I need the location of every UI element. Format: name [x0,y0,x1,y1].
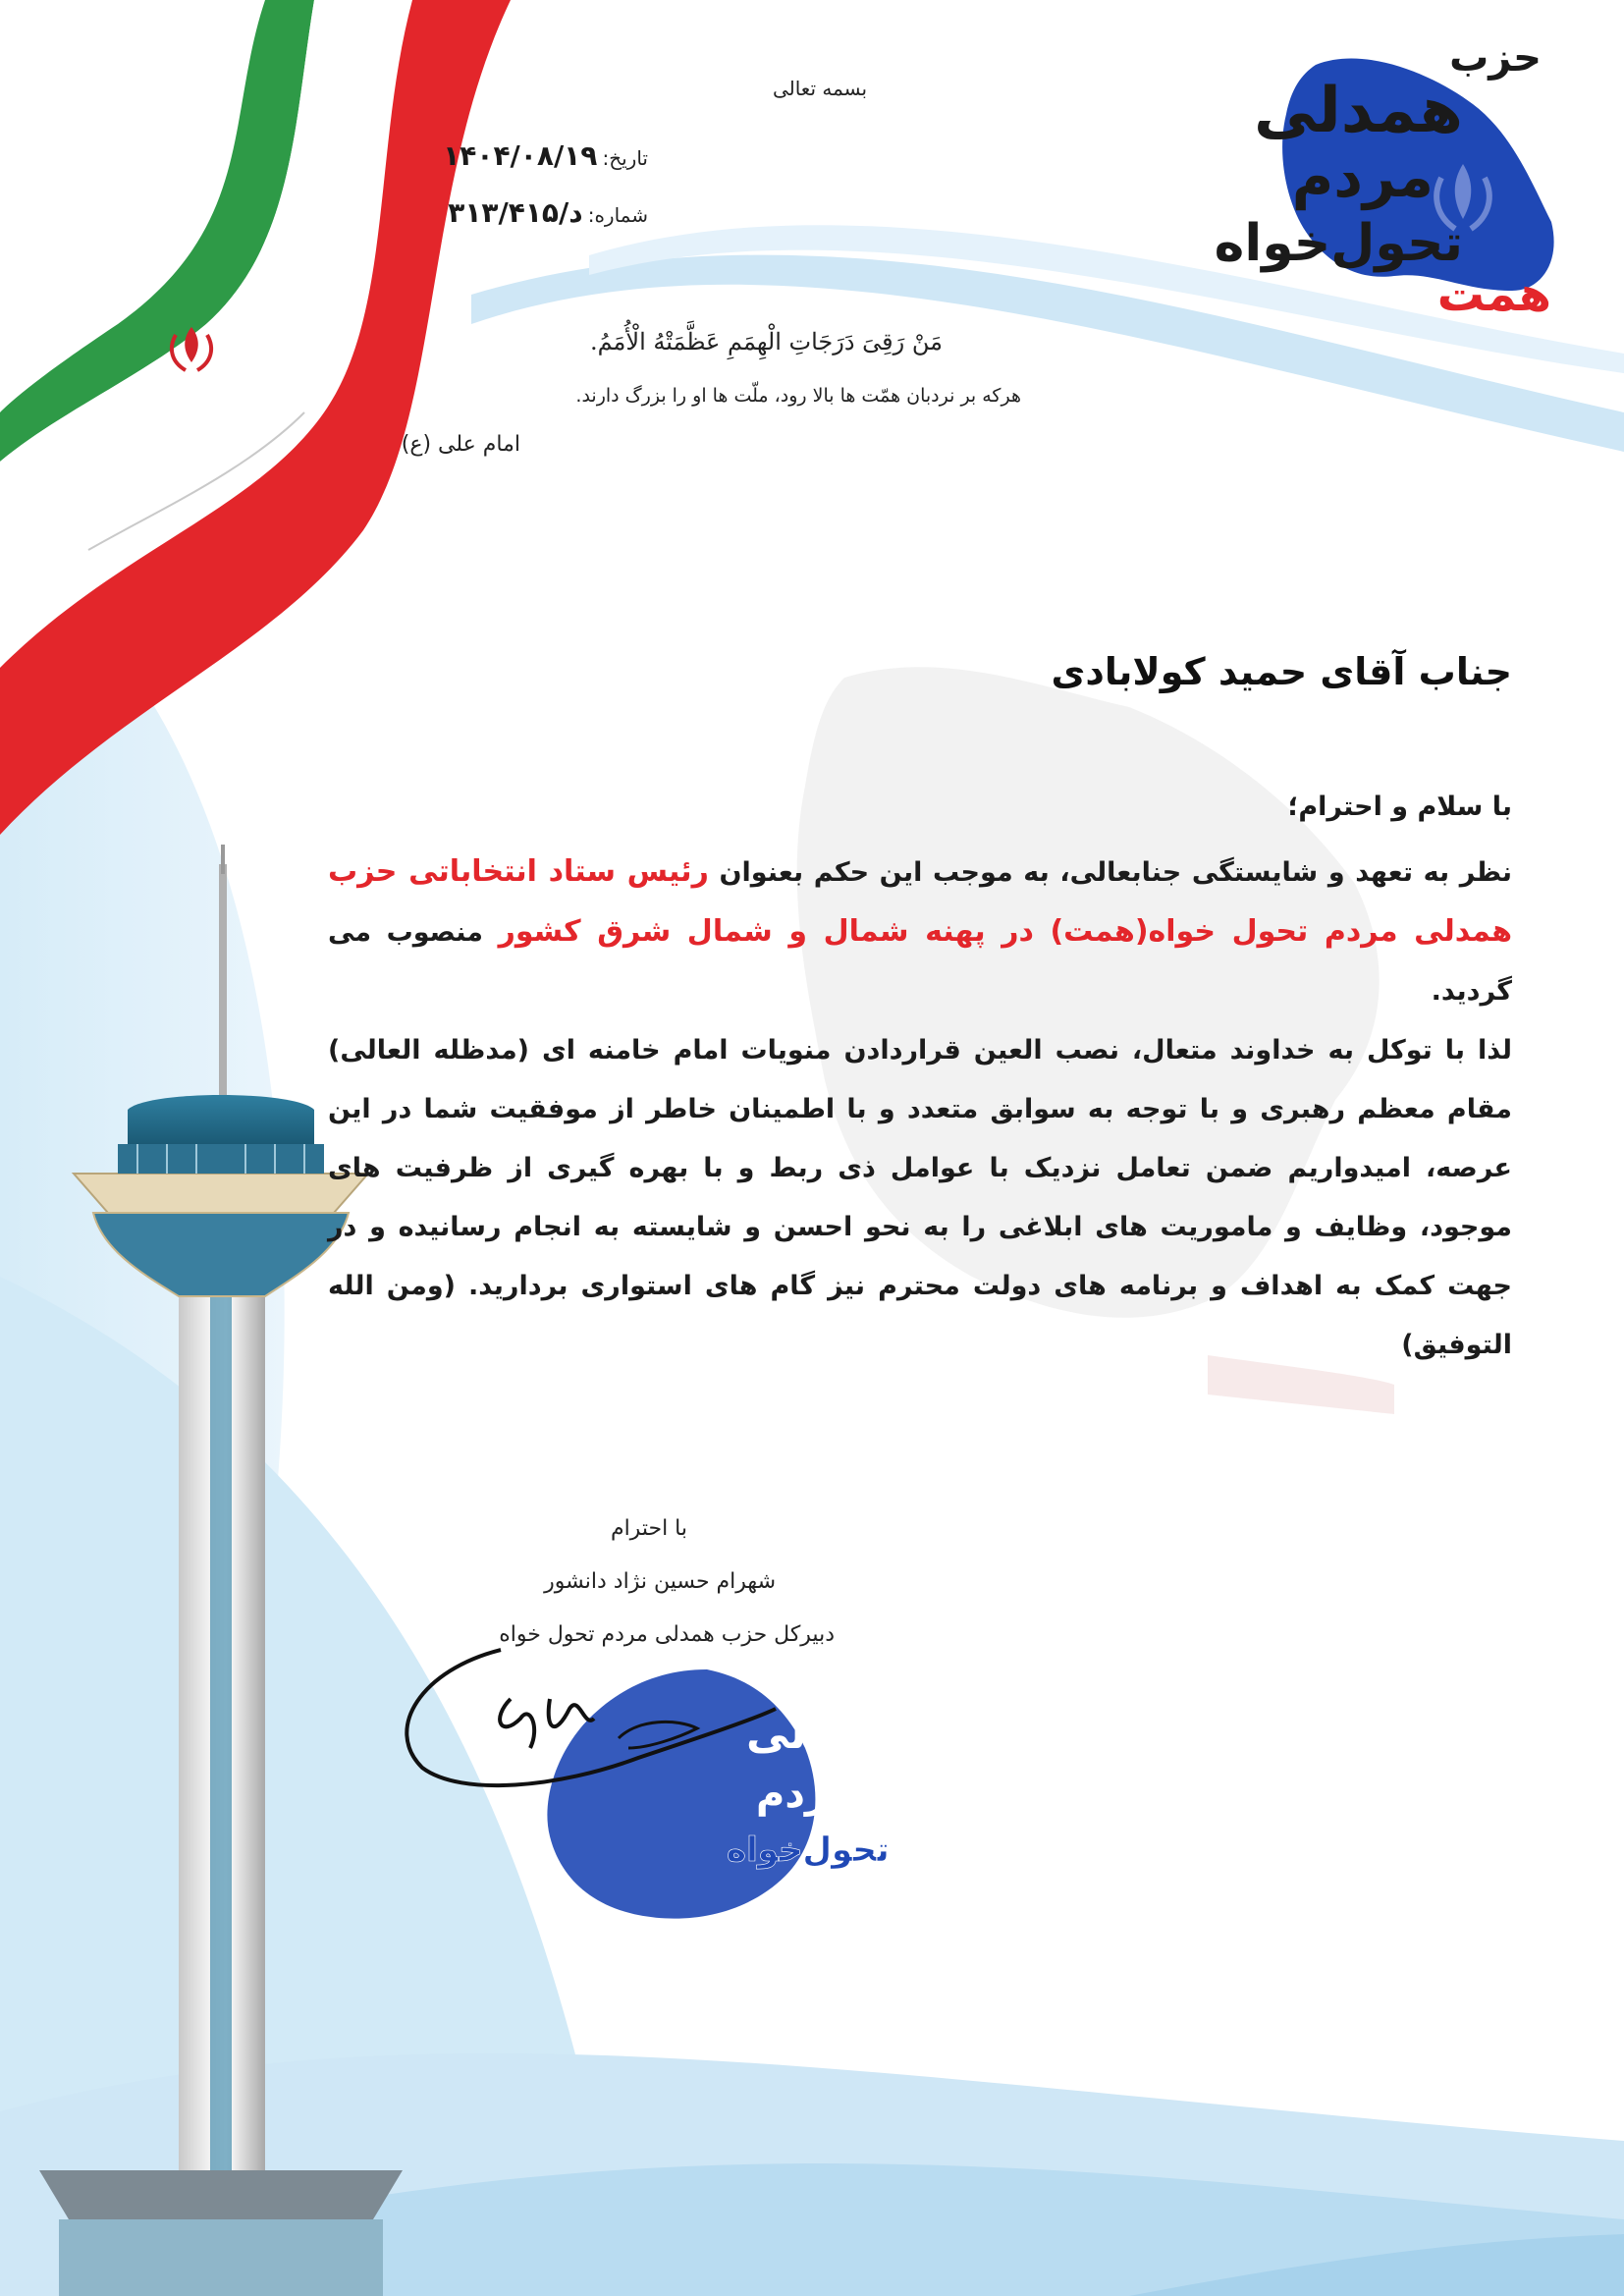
date-row [393,139,648,172]
date-value: ۱۴۰۴/۰۸/۱۹ [443,139,598,172]
stamp-text-tahavol: تحول‌خواه [727,1831,890,1870]
closing: با احترام [610,1516,687,1541]
quote-arabic: مَنْ رَقِیَ دَرَجَاتِ الْهِمَمِ عَظَّمَتْهُ الْأُمَمُ. [589,328,943,355]
number-row [393,196,648,229]
logo-word-mardom: مردم [1291,143,1434,210]
stamp-text-hemmat: همت [805,1875,887,1914]
logo-word-hezb: حزب [1449,35,1542,81]
number-label: شماره: [587,203,648,227]
recipient: جناب آقای حمید کولابادی [1051,650,1512,693]
party-logo [1139,35,1571,330]
date-label: تاریخ: [602,146,648,170]
handwritten-signature [383,1611,795,1807]
logo-word-tahavol: تحول‌خواه [1214,214,1463,273]
signer-title: دبیرکل حزب همدلی مردم تحول خواه [499,1622,835,1647]
stamp-text-hezb: حزب [805,1658,889,1698]
signer-name: شهرام حسین نژاد دانشور [544,1569,776,1594]
quote-attribution: امام علی (ع) [401,432,520,457]
number-value: د/۳۱۳/۴۱۵ [448,196,583,229]
paragraph-1-start: نظر به تعهد و شایستگی جنابعالی، به موجب این حکم بعنوان [719,857,1512,888]
basmala: بسمه تعالی [772,77,868,100]
letter-body [328,843,1512,1375]
logo-word-hemmat: همت [1436,267,1551,322]
logo-word-hamdeli [1254,75,1463,147]
quote-persian: هرکه بر نردبان همّت ها بالا رود، ملّت ها او را بزرگ دارند. [575,385,1021,407]
paragraph-1-end: منصوب می گردید. [328,917,1512,1007]
logo-hamdeli-text: همدلی [1253,75,1463,147]
stamp-text-hamdeli: همدلی [746,1709,891,1759]
stamp-text-mardom: مردم [756,1772,854,1817]
paragraph-2: لذا با توکل به خداوند متعال، نصب العین قراردادن منویات امام خامنه ای (مدظله العالی) مقام معظم رهبری و با توجه به سوابق متعدد و با اطمینان خاطر از موفقیت شما در این عرصه، امیدواریم ضمن تعامل نزدیک با عوامل ذی ربط و با بهره گیری از ظرفیت های موجود، وظایف و ماموریت های ابلاغی را به نحو احسن و شایسته به انجام رسانیده و در جهت کمک به اهداف و برنامه های دولت محترم نیز گام های استواری بردارید. (ومن الله التوفیق) [328,1035,1512,1360]
paragraph-1-highlight: رئیس ستاد انتخاباتی حزب همدلی مردم تحول خواه(همت) در پهنه شمال و شمال شرق کشور [328,854,1512,949]
greeting: با سلام و احترام؛ [1287,792,1512,822]
